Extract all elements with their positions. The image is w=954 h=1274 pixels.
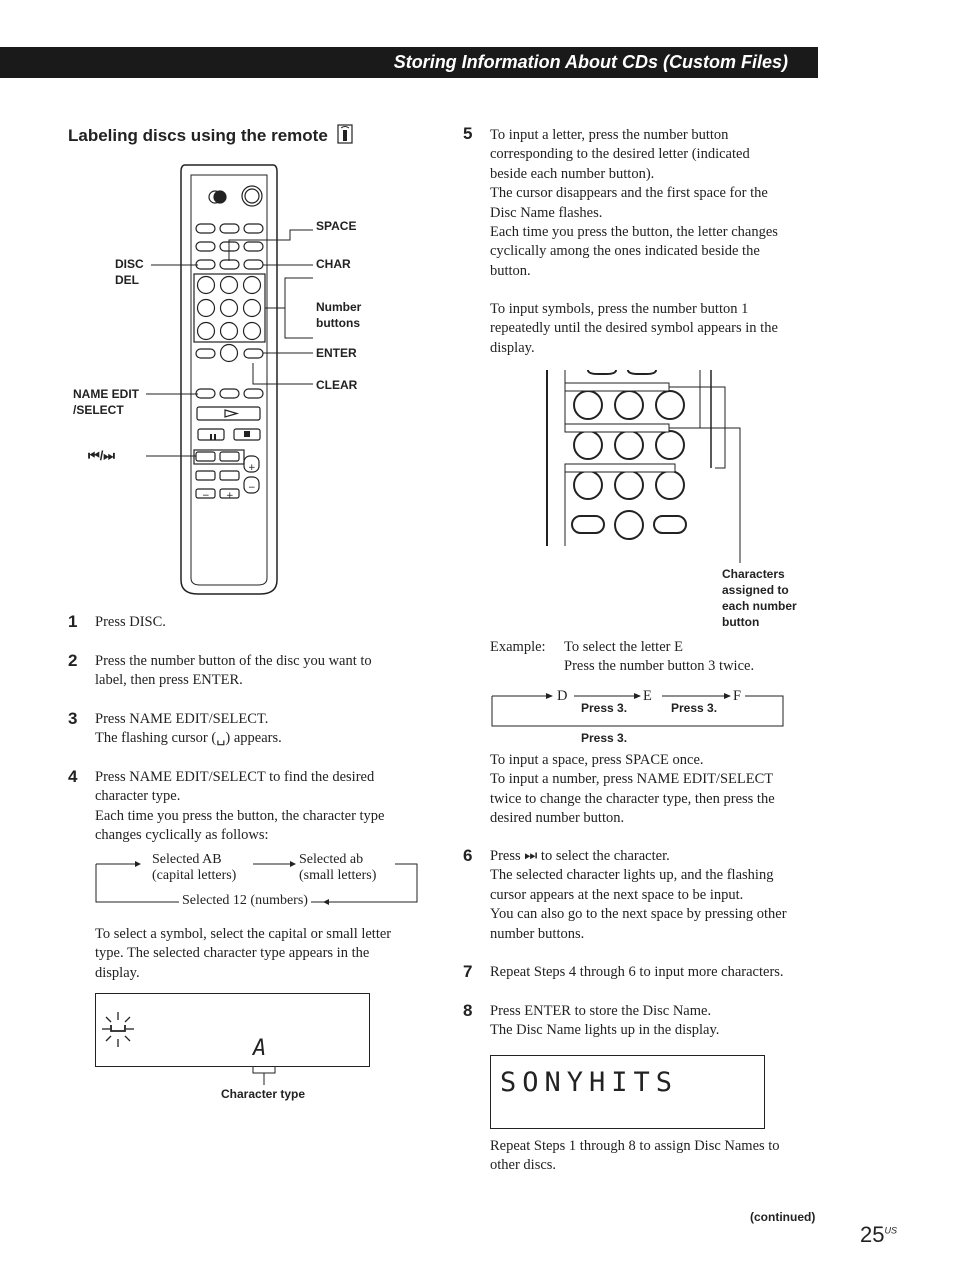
label-number-2: buttons <box>316 316 360 330</box>
page-suffix: US <box>884 1225 897 1236</box>
letter-e: E <box>643 688 652 704</box>
label-del: DEL <box>115 273 139 287</box>
example-line: To select the letter E <box>564 639 683 655</box>
step-8-line: Press ENTER to store the Disc Name. <box>490 1003 712 1019</box>
step-2-number: 2 <box>68 651 78 670</box>
symbol-line: To select a symbol, select the capital or small letter <box>95 926 392 942</box>
cycle-capital-line: Selected AB <box>152 852 222 867</box>
example-cycle-diagram <box>490 686 786 730</box>
label-char: CHAR <box>316 257 351 271</box>
space-line: desired number button. <box>490 810 625 827</box>
step-6-line: number buttons. <box>490 925 585 942</box>
step-1-number: 1 <box>68 612 78 631</box>
keypad-closeup <box>540 368 750 563</box>
cycle-small-line: (small letters) <box>299 868 377 883</box>
step-5-line: cyclically among the ones indicated beside the <box>490 243 760 260</box>
remote-icon <box>337 124 353 144</box>
header-bar <box>0 47 818 78</box>
characters-callout-line: button <box>722 615 760 629</box>
step-6-line: Press ⏭ to select the character. <box>490 848 670 864</box>
repeat-paragraph <box>490 1137 780 1176</box>
header-title: Storing Information About CDs (Custom Files) <box>393 52 788 72</box>
page-number <box>860 1222 897 1248</box>
cycle-numbers: Selected 12 (numbers) <box>179 893 311 909</box>
label-name-edit-1: NAME EDIT <box>73 387 139 401</box>
step-7-line: Repeat Steps 4 through 6 to input more characters. <box>490 964 784 980</box>
repeat-line: Repeat Steps 1 through 8 to assign Disc Names to <box>490 1138 780 1154</box>
step-6-text <box>490 847 787 944</box>
step-2-line: label, then press ENTER. <box>95 672 243 689</box>
step-7-number: 7 <box>463 962 473 981</box>
characters-callout-line: assigned to <box>722 583 789 597</box>
example-line: Press the number button 3 twice. <box>564 658 755 675</box>
label-clear: CLEAR <box>316 378 358 392</box>
cycle-small <box>297 852 378 884</box>
letter-d: D <box>557 688 568 704</box>
label-space: SPACE <box>316 219 357 233</box>
letter-f: F <box>733 688 742 704</box>
step-5-line: Each time you press the button, the letter changes <box>490 224 778 241</box>
symbols-line: display. <box>490 339 535 356</box>
symbols-paragraph <box>490 300 778 358</box>
characters-callout-line: Characters <box>722 567 785 581</box>
svg-text:−: − <box>202 491 210 501</box>
section-title-text: Labeling discs using the remote <box>68 126 328 145</box>
characters-callout <box>722 566 797 630</box>
step-3-line: Press NAME EDIT/SELECT. <box>95 711 269 727</box>
press-label: Press 3. <box>671 701 718 715</box>
character-type-glyph: A <box>253 1036 267 1061</box>
cycle-small-line: Selected ab <box>299 852 364 867</box>
character-type-bracket <box>250 1067 280 1087</box>
space-line: To input a space, press SPACE once. <box>490 752 704 768</box>
step-4-line: Each time you press the button, the character type <box>95 807 385 824</box>
step-5-number: 5 <box>463 124 473 143</box>
label-enter: ENTER <box>316 346 357 360</box>
step-2-line: Press the number button of the disc you want to <box>95 653 372 669</box>
space-line: twice to change the character type, then press the <box>490 790 775 807</box>
label-disc: DISC <box>115 257 144 271</box>
label-name-edit-2: /SELECT <box>73 403 124 417</box>
step-1-line: Press DISC. <box>95 614 166 630</box>
svg-text:+: + <box>248 463 256 473</box>
step-6-line: The selected character lights up, and the flashing <box>490 867 774 884</box>
press-label: Press 3. <box>581 701 628 715</box>
step-5-line: The cursor disappears and the first space for the <box>490 185 768 202</box>
step-4-line: character type. <box>95 788 181 805</box>
step-6-line: cursor appears at the next space to be input. <box>490 886 744 903</box>
step-4-number: 4 <box>68 767 78 786</box>
step-4-text <box>95 768 385 846</box>
cycle-capital <box>150 852 238 884</box>
press-label: Press 3. <box>581 731 628 745</box>
step-5-line: To input a letter, press the number button <box>490 127 729 143</box>
step-5-line: beside each number button). <box>490 165 655 182</box>
step-6-number: 6 <box>463 846 473 865</box>
step-2-text <box>95 652 372 691</box>
symbol-line: type. The selected character type appears in the <box>95 945 370 962</box>
label-skip: ⏮/⏭ <box>88 448 116 463</box>
step-8-line: The Disc Name lights up in the display. <box>490 1022 720 1039</box>
step-4-line: Press NAME EDIT/SELECT to find the desired <box>95 769 375 785</box>
continued-label: (continued) <box>750 1210 816 1224</box>
step-3-number: 3 <box>68 709 78 728</box>
repeat-line: other discs. <box>490 1157 557 1174</box>
example-text <box>564 638 754 677</box>
space-paragraph <box>490 751 775 829</box>
step-5-text <box>490 126 778 281</box>
step-3-text <box>95 710 282 749</box>
example-label: Example: <box>490 639 546 655</box>
disc-name-text: SONYHITS <box>500 1067 679 1098</box>
cycle-capital-line: (capital letters) <box>152 868 237 883</box>
step-1-text <box>95 613 166 632</box>
symbols-line: To input symbols, press the number button 1 <box>490 301 749 317</box>
step-3-line: The flashing cursor (␣) appears. <box>95 730 282 747</box>
step-5-line: corresponding to the desired letter (indicated <box>490 146 750 163</box>
label-number-1: Number <box>316 300 362 314</box>
characters-callout-line: each number <box>722 599 797 613</box>
step-7-text <box>490 963 784 982</box>
symbol-paragraph <box>95 925 391 983</box>
flashing-cursor-icon <box>98 1006 142 1054</box>
step-8-text <box>490 1002 719 1041</box>
step-5-line: Disc Name flashes. <box>490 204 603 221</box>
svg-text:−: − <box>248 483 256 493</box>
step-8-number: 8 <box>463 1001 473 1020</box>
step-4-line: changes cyclically as follows: <box>95 827 269 844</box>
step-5-line: button. <box>490 262 531 279</box>
symbols-line: repeatedly until the desired symbol appears in the <box>490 320 778 337</box>
page-number-value: 25 <box>860 1222 885 1247</box>
character-type-label: Character type <box>221 1087 306 1101</box>
svg-text:+: + <box>226 491 234 501</box>
space-line: To input a number, press NAME EDIT/SELECT <box>490 771 774 788</box>
section-title <box>68 124 353 146</box>
symbol-line: display. <box>95 964 140 981</box>
display-character-type <box>95 993 370 1067</box>
display-disc-name <box>490 1055 765 1129</box>
step-6-line: You can also go to the next space by pressing other <box>490 906 787 923</box>
